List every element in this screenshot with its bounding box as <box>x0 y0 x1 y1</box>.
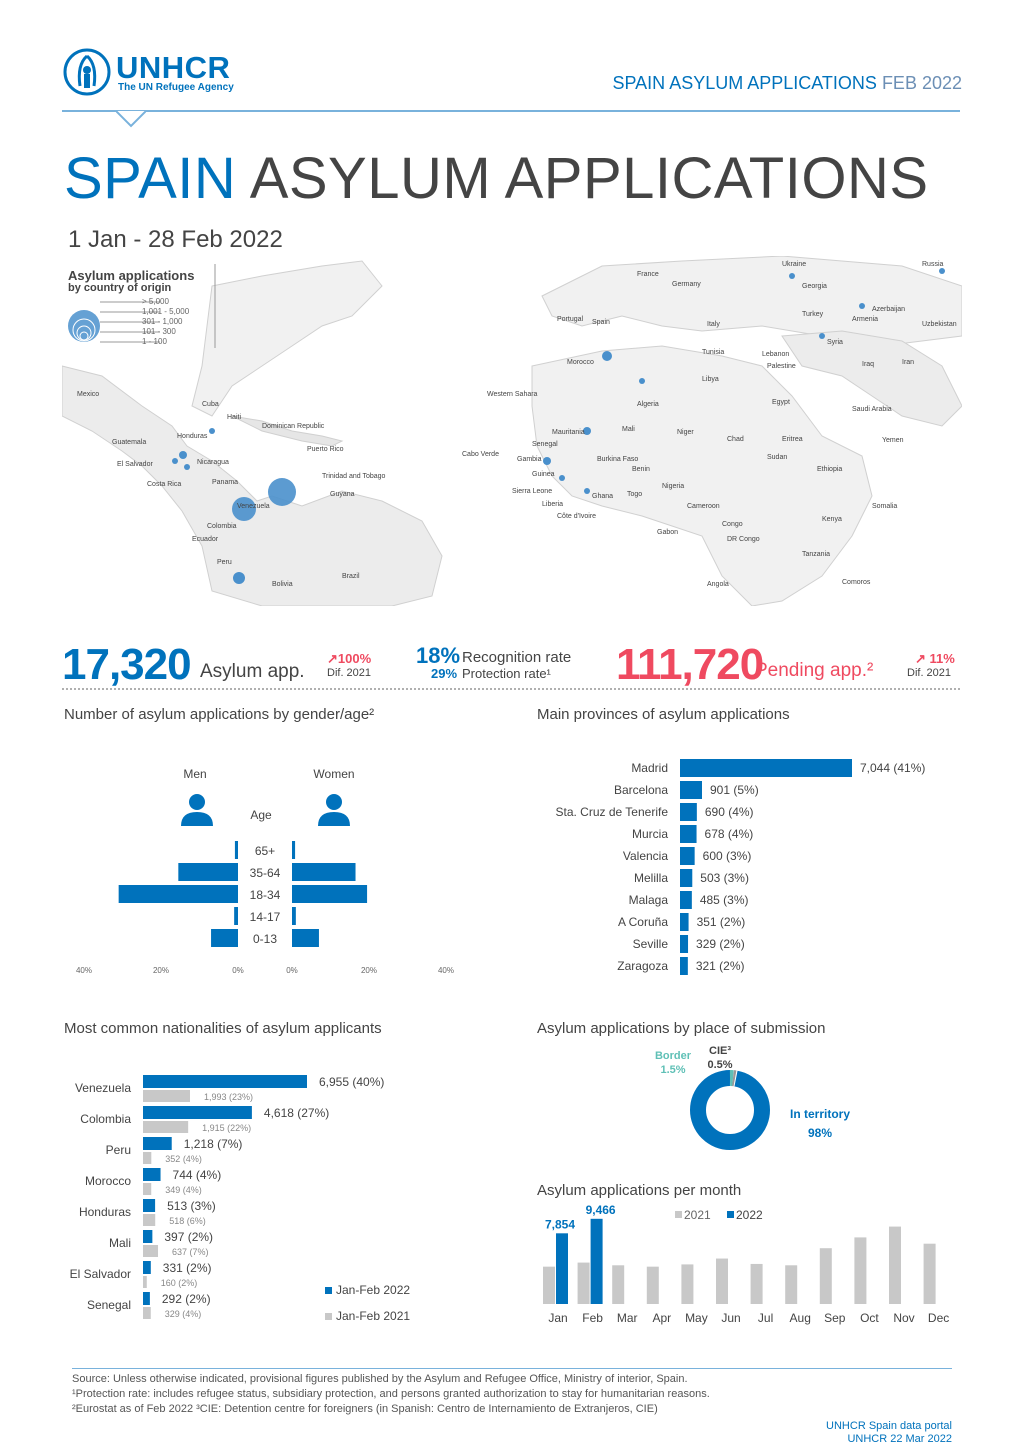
nationality-bar-2021 <box>143 1152 151 1164</box>
province-bar <box>680 891 692 909</box>
axis-tick-label: 0% <box>286 966 298 975</box>
kpi-asylum-label: Asylum app. <box>200 661 305 682</box>
footer-date: UNHCR 22 Mar 2022 <box>847 1433 952 1445</box>
footer-source: Source: Unless otherwise indicated, provisional figures published by the Asylum and Refugee Office, Ministry of interior, Spain. <box>72 1373 688 1385</box>
women-label: Women <box>313 767 355 781</box>
map-label: DR Congo <box>727 536 760 543</box>
map-label: Togo <box>627 491 643 498</box>
province-value-label: 901 (5%) <box>710 783 759 797</box>
map-legend-item: 301 - 1,000 <box>142 317 183 326</box>
map-label: Morocco <box>567 359 594 366</box>
nationality-label: Morocco <box>84 1174 131 1188</box>
kpi-asylum-change: ↗100% <box>327 651 372 666</box>
footer-credits <box>826 1420 952 1446</box>
map-label: Iraq <box>862 361 875 368</box>
month-bar-2021 <box>647 1267 659 1304</box>
women-bar <box>292 929 319 947</box>
map-label: Ghana <box>592 493 614 500</box>
nationality-value-2022: 397 (2%) <box>164 1230 214 1244</box>
map-label: Sudan <box>767 454 788 461</box>
province-bar <box>680 913 689 931</box>
bubble-guinea <box>559 475 565 481</box>
province-value-label: 678 (4%) <box>704 827 754 841</box>
territory-value: 98% <box>807 1126 833 1140</box>
nationality-label: Mali <box>108 1236 131 1250</box>
map-label: Tunisia <box>702 349 725 356</box>
map-label: Congo <box>722 521 743 528</box>
map-label: Lebanon <box>762 351 790 358</box>
women-bar <box>292 885 367 903</box>
provinces-chart <box>520 750 980 980</box>
province-bar <box>680 781 702 799</box>
map-label: Gambia <box>517 456 542 463</box>
month-label: May <box>685 1311 708 1325</box>
unhcr-logo <box>62 48 252 98</box>
nationality-bar-2021 <box>143 1183 151 1195</box>
province-label: Valencia <box>622 849 668 863</box>
nationality-value-2022: 744 (4%) <box>172 1168 222 1182</box>
nationality-value-2021: 352 (4%) <box>165 1154 202 1164</box>
map-label: Burkina Faso <box>597 456 639 463</box>
nationality-value-2022: 4,618 (27%) <box>263 1106 330 1120</box>
nationality-bar-2022 <box>143 1137 172 1150</box>
bubble-syria <box>819 333 825 339</box>
map-label: Tanzania <box>802 551 831 558</box>
map-label: Somalia <box>872 503 898 510</box>
nationality-value-2021: 349 (4%) <box>165 1185 202 1195</box>
map-label: Trinidad and Tobago <box>322 473 386 480</box>
map-label: Costa Rica <box>147 481 182 488</box>
nationality-label: Honduras <box>78 1205 131 1219</box>
map-svg <box>62 256 962 606</box>
bubble-nicaragua <box>184 464 190 470</box>
month-value-2022: 7,854 <box>544 1217 576 1232</box>
province-value-label: 503 (3%) <box>700 871 749 885</box>
month-label: Feb <box>582 1311 603 1325</box>
map-label: Nigeria <box>662 483 685 490</box>
nationality-bar-2022 <box>143 1106 252 1119</box>
nationality-bar-2021 <box>143 1214 155 1226</box>
logo-subtitle: The UN Refugee Agency <box>118 82 234 93</box>
origin-map <box>62 256 962 606</box>
nationality-value-2021: 637 (7%) <box>172 1247 209 1257</box>
legend-swatch-2022 <box>727 1211 734 1218</box>
nationality-value-2022: 292 (2%) <box>161 1292 211 1306</box>
map-label: Sierra Leone <box>512 488 553 495</box>
border-label: Border <box>654 1050 692 1062</box>
province-bar <box>680 759 852 777</box>
map-legend-item: > 5,000 <box>142 297 169 306</box>
map-label: Nicaragua <box>197 459 229 466</box>
per-month-chart <box>530 1200 970 1335</box>
kpi-pending-value: 111,720 <box>616 640 764 689</box>
province-label: Murcia <box>631 827 668 841</box>
map-label: Cabo Verde <box>462 451 499 458</box>
month-label: Jul <box>757 1311 774 1325</box>
men-bar <box>178 863 238 881</box>
date-range: 1 Jan - 28 Feb 2022 <box>68 226 283 253</box>
map-label: Algeria <box>637 401 659 408</box>
nationality-bar-2022 <box>143 1292 150 1305</box>
age-category-label: 18-34 <box>249 888 281 902</box>
men-bar <box>211 929 238 947</box>
map-label: Ukraine <box>782 261 807 268</box>
caribbean-landmass <box>232 416 342 446</box>
map-label: Eritrea <box>782 436 803 443</box>
map-label: Germany <box>672 281 701 288</box>
map-label: Bolivia <box>272 581 293 588</box>
women-bar <box>292 907 296 925</box>
month-bar-2021 <box>716 1259 728 1304</box>
nationality-value-2022: 513 (3%) <box>167 1199 216 1213</box>
province-label: Seville <box>632 937 668 951</box>
map-label: Italy <box>707 321 720 328</box>
legend-label-2022: 2022 <box>736 1208 763 1222</box>
province-bar <box>680 869 692 887</box>
map-label: Egypt <box>772 399 790 406</box>
map-label: Guinea <box>532 471 555 478</box>
nationality-label: Peru <box>105 1143 131 1157</box>
header-divider <box>62 110 960 112</box>
map-label: Peru <box>217 559 232 566</box>
map-legend-item: 1 - 100 <box>142 337 167 346</box>
map-label: Cuba <box>202 401 219 408</box>
men-bar <box>235 841 238 859</box>
territory-label: In territory <box>789 1107 851 1121</box>
map-label: Honduras <box>177 433 208 440</box>
map-label: Syria <box>827 339 843 346</box>
age-category-label: 65+ <box>254 844 276 858</box>
province-label: Barcelona <box>613 783 668 797</box>
month-bar-2021 <box>924 1244 936 1304</box>
province-value-label: 600 (3%) <box>702 849 752 863</box>
map-label: Uzbekistan <box>922 321 957 328</box>
age-category-label: 0-13 <box>252 932 278 946</box>
map-legend-item: 101 - 300 <box>142 327 176 336</box>
page-title <box>64 145 929 212</box>
map-label: Panama <box>212 479 239 486</box>
bubble-cote-divoire <box>584 488 590 494</box>
month-label: Jun <box>721 1311 741 1325</box>
men-label: Men <box>183 767 207 781</box>
kpi-pending-change: ↗ 11% <box>915 651 955 666</box>
women-bar <box>292 863 356 881</box>
province-bar <box>680 825 697 843</box>
nationality-bar-2022 <box>143 1199 155 1212</box>
month-label: Sep <box>824 1311 846 1325</box>
unhcr-emblem-icon <box>62 48 112 96</box>
nationality-value-2021: 1,915 (22%) <box>202 1123 252 1133</box>
province-value-label: 329 (2%) <box>696 937 745 951</box>
axis-tick-label: 40% <box>75 966 93 975</box>
legend-label-2022: Jan-Feb 2022 <box>336 1283 411 1297</box>
month-value-2022: 9,466 <box>585 1202 616 1217</box>
legend-label-2021: 2021 <box>684 1208 711 1222</box>
map-label: Senegal <box>532 441 558 448</box>
kpi-recognition-pct: 18% <box>416 643 461 668</box>
data-portal-link[interactable]: UNHCR Spain data portal <box>826 1420 952 1432</box>
map-label: Yemen <box>882 437 904 444</box>
province-value-label: 7,044 (41%) <box>860 761 926 775</box>
legend-swatch-2021 <box>675 1211 682 1218</box>
map-label: El Salvador <box>117 461 153 468</box>
age-category-label: 14-17 <box>249 910 281 924</box>
legend-label-2021: Jan-Feb 2021 <box>336 1309 411 1323</box>
nationality-label: El Salvador <box>69 1267 131 1281</box>
map-label: Mexico <box>77 391 100 398</box>
nationality-bar-2021 <box>143 1090 190 1102</box>
map-label: Guyana <box>330 491 355 498</box>
map-label: Turkey <box>802 311 824 318</box>
man-icon <box>181 794 213 826</box>
map-label: Haiti <box>227 414 242 421</box>
gender-age-chart <box>60 760 480 985</box>
axis-tick-label: 40% <box>437 966 455 975</box>
nationality-value-2021: 329 (4%) <box>164 1309 202 1319</box>
women-bar <box>292 841 295 859</box>
map-label: Russia <box>922 261 944 268</box>
map-label: Libya <box>702 376 719 383</box>
place-title: Asylum applications by place of submission <box>537 1020 826 1037</box>
month-bar-2022 <box>591 1219 603 1304</box>
province-label: Sta. Cruz de Tenerife <box>555 805 668 819</box>
month-bar-2021 <box>854 1237 866 1304</box>
map-label: France <box>637 271 659 278</box>
nationality-bar-2022 <box>143 1230 152 1243</box>
month-bar-2021 <box>578 1263 590 1304</box>
europe-landmass <box>542 256 962 346</box>
bubble-senegal <box>543 457 551 465</box>
bubble-peru <box>233 572 245 584</box>
nationality-value-2021: 160 (2%) <box>160 1278 198 1288</box>
nationality-bar-2022 <box>143 1261 151 1274</box>
province-bar <box>680 957 688 975</box>
place-donut-chart <box>640 1040 900 1160</box>
map-legend-item: 1,001 - 5,000 <box>142 307 190 316</box>
month-label: Dec <box>927 1311 950 1325</box>
nationality-bar-2021 <box>143 1121 188 1133</box>
province-value-label: 485 (3%) <box>699 893 749 907</box>
header-title-date: FEB 2022 <box>881 73 962 93</box>
map-label: Puerto Rico <box>307 446 344 453</box>
kpi-protection-label: Protection rate¹ <box>462 666 551 681</box>
map-label: Saudi Arabia <box>852 406 892 413</box>
map-label: Niger <box>677 429 694 436</box>
page-title-bold: SPAIN <box>64 146 237 211</box>
month-bar-2022 <box>556 1233 568 1304</box>
map-label: Kenya <box>822 516 842 523</box>
month-bar-2021 <box>820 1248 832 1304</box>
nationality-bar-2021 <box>143 1307 151 1319</box>
map-label: Dominican Republic <box>262 423 325 430</box>
bubble-ukraine <box>789 273 795 279</box>
bubble-venezuela <box>268 478 296 506</box>
month-bar-2021 <box>681 1264 693 1304</box>
map-label: Portugal <box>557 316 584 323</box>
map-label: Georgia <box>802 283 827 290</box>
kpi-divider <box>62 688 960 690</box>
map-label: Angola <box>707 581 729 588</box>
footer-note-1: ¹Protection rate: includes refugee status, subsidiary protection, and persons granted authorization to stay for humanitarian reasons. <box>72 1388 710 1400</box>
map-label: Armenia <box>852 316 879 323</box>
legend-swatch-2022 <box>325 1287 332 1294</box>
nationality-bar-2021 <box>143 1245 158 1257</box>
north-america-landmass <box>192 261 382 416</box>
kpi-asylum-change-label: Dif. 2021 <box>327 667 372 679</box>
map-legend-subtitle: by country of origin <box>68 282 172 294</box>
province-label: Melilla <box>633 871 668 885</box>
bubble-honduras <box>179 451 187 459</box>
nationality-value-2021: 518 (6%) <box>169 1216 206 1226</box>
map-label: Cameroon <box>687 503 720 510</box>
bubble-russia <box>939 268 945 274</box>
province-bar <box>680 803 697 821</box>
header-title-main: SPAIN ASYLUM APPLICATIONS <box>612 73 877 93</box>
kpi-pending-label: Pending app.² <box>755 660 874 681</box>
provinces-title: Main provinces of asylum applications <box>537 706 790 723</box>
bubble-algeria <box>639 378 645 384</box>
bubble-morocco <box>602 351 612 361</box>
axis-tick-label: 20% <box>360 966 378 975</box>
month-bar-2021 <box>612 1265 624 1304</box>
month-bar-2021 <box>889 1227 901 1304</box>
woman-icon <box>318 794 350 826</box>
month-label: Aug <box>789 1311 811 1325</box>
nationality-value-2022: 1,218 (7%) <box>183 1137 243 1151</box>
map-label: Brazil <box>342 573 360 580</box>
nationality-label: Venezuela <box>74 1081 131 1095</box>
kpi-pending-change-label: Dif. 2021 <box>907 667 952 679</box>
province-label: A Coruña <box>617 915 668 929</box>
month-label: Apr <box>652 1311 672 1325</box>
men-bar <box>234 907 238 925</box>
age-axis-label: Age <box>250 808 272 822</box>
kpi-recognition-label: Recognition rate <box>462 649 572 666</box>
province-value-label: 321 (2%) <box>695 959 745 973</box>
cie-value: 0.5% <box>707 1059 733 1071</box>
map-label: Azerbaijan <box>872 306 906 313</box>
month-label: Oct <box>860 1311 879 1325</box>
map-label: Chad <box>727 436 744 443</box>
nationality-label: Senegal <box>86 1298 131 1312</box>
americas-landmass <box>62 366 442 606</box>
month-label: Mar <box>616 1311 638 1325</box>
map-label: Western Sahara <box>487 391 538 398</box>
kpi-protection-pct: 29% <box>431 666 458 681</box>
nationality-bar-2022 <box>143 1168 161 1181</box>
map-label: Comoros <box>842 579 871 586</box>
donut-in-territory <box>698 1078 762 1142</box>
nationalities-chart <box>60 1065 500 1330</box>
page-title-rest: ASYLUM APPLICATIONS <box>249 146 929 211</box>
month-bar-2021 <box>543 1267 555 1304</box>
province-label: Zaragoza <box>617 959 668 973</box>
month-bar-2021 <box>785 1265 797 1304</box>
map-label: Mauritania <box>552 429 585 436</box>
gender-age-title: Number of asylum applications by gender/age² <box>64 706 375 723</box>
map-label: Venezuela <box>237 503 270 510</box>
nationality-bar-2022 <box>143 1075 307 1088</box>
month-bar-2021 <box>751 1264 763 1304</box>
bubble-cuba <box>209 428 215 434</box>
map-label: Ethiopia <box>817 466 843 473</box>
map-label: Mali <box>622 426 635 433</box>
province-bar <box>680 935 688 953</box>
map-label: Guatemala <box>112 439 147 446</box>
kpi-asylum-value: 17,320 <box>62 640 191 689</box>
africa-landmass <box>532 346 875 606</box>
nationalities-title: Most common nationalities of asylum applicants <box>64 1020 382 1037</box>
province-label: Madrid <box>631 761 668 775</box>
bubble-georgia <box>859 303 865 309</box>
map-label: Liberia <box>542 501 564 508</box>
province-value-label: 690 (4%) <box>704 805 754 819</box>
nationality-bar-2021 <box>143 1276 147 1288</box>
map-label: Palestine <box>767 363 796 370</box>
cie-label: CIE³ <box>709 1045 731 1057</box>
footer-divider <box>72 1368 952 1369</box>
nationality-value-2022: 331 (2%) <box>162 1261 212 1275</box>
men-bar <box>119 885 238 903</box>
map-legend-title: Asylum applications <box>68 268 195 283</box>
age-category-label: 35-64 <box>249 866 281 880</box>
bubble-el-salvador <box>172 458 178 464</box>
border-value: 1.5% <box>660 1064 686 1076</box>
map-label: Côte d'Ivoire <box>557 513 597 520</box>
map-legend-items <box>142 297 190 346</box>
province-value-label: 351 (2%) <box>696 915 746 929</box>
map-label: Ecuador <box>192 536 219 543</box>
per-month-title: Asylum applications per month <box>537 1182 742 1199</box>
month-label: Jan <box>548 1311 568 1325</box>
province-bar <box>680 847 695 865</box>
map-label: Iran <box>902 359 915 366</box>
map-label: Spain <box>592 319 610 326</box>
footer-notes <box>72 1372 710 1417</box>
nationality-value-2022: 6,955 (40%) <box>319 1075 385 1089</box>
nationality-label: Colombia <box>80 1112 131 1126</box>
map-label: Gabon <box>657 529 679 536</box>
header-title <box>613 73 963 94</box>
header-notch-icon <box>116 110 146 128</box>
legend-swatch-2021 <box>325 1313 332 1320</box>
map-label: Benin <box>632 466 650 473</box>
province-label: Malaga <box>628 893 668 907</box>
nationality-value-2021: 1,993 (23%) <box>203 1092 254 1102</box>
footer-note-2: ²Eurostat as of Feb 2022 ³CIE: Detention centre for foreigners (in Spanish: Centro de Internamiento de Extranjeros, CIE) <box>72 1403 658 1415</box>
month-label: Nov <box>893 1311 915 1325</box>
axis-tick-label: 20% <box>152 966 170 975</box>
axis-tick-label: 0% <box>232 966 244 975</box>
logo-text: UNHCR <box>116 50 231 85</box>
map-label: Colombia <box>207 523 237 530</box>
